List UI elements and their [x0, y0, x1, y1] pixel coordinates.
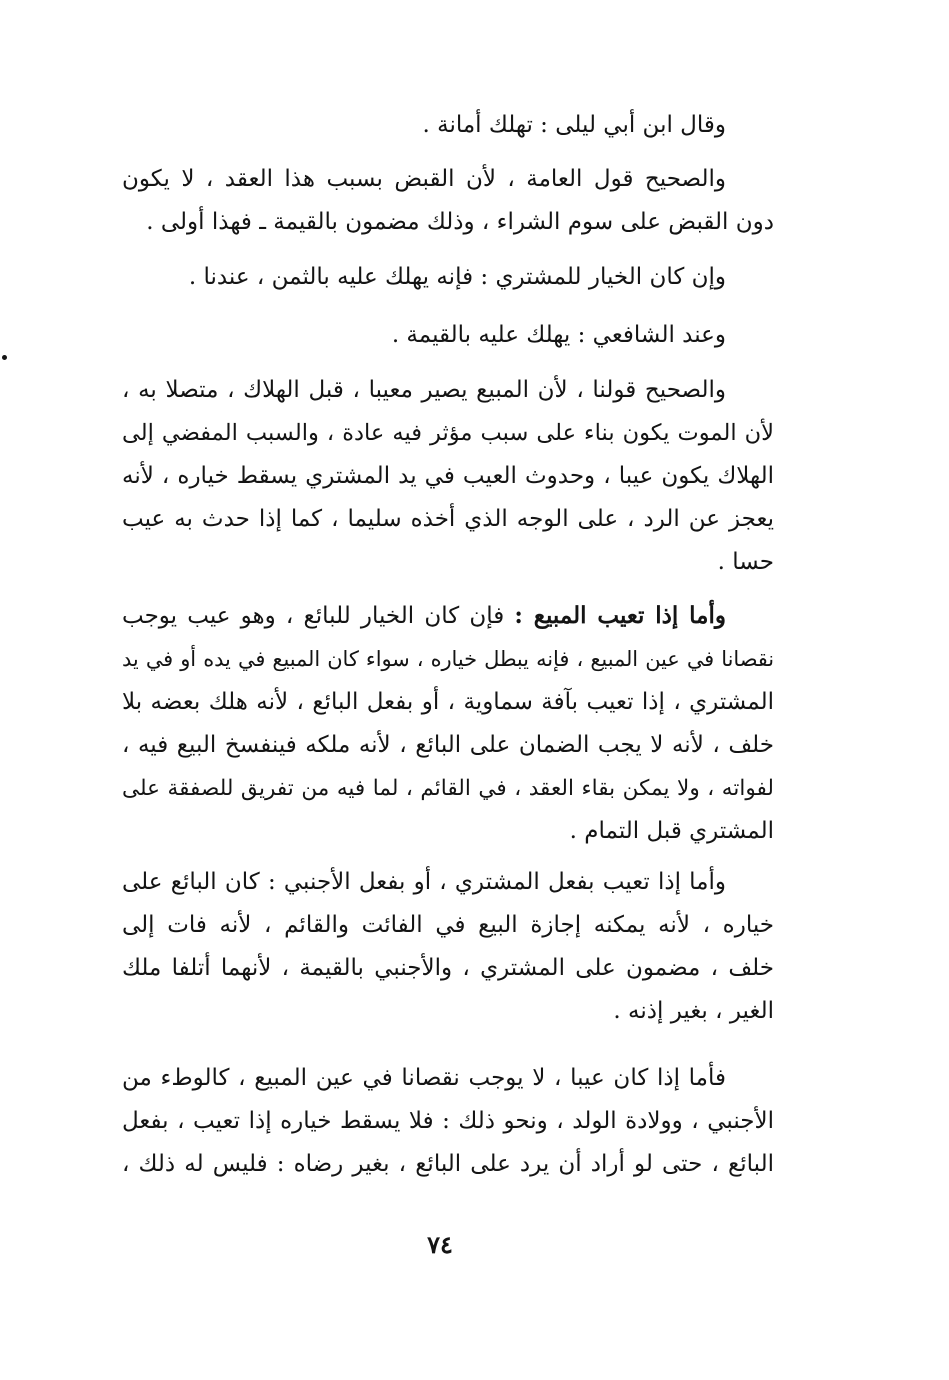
text-line: لفواته ، ولا يمكن بقاء العقد ، في القائم ، لما فيه من تفريق للصفقة على	[122, 776, 774, 801]
text-line: لأن الموت يكون بناء على سبب مؤثر فيه عادة ، والسبب المفضي إلى	[122, 420, 774, 446]
paragraph	[122, 314, 774, 357]
page-number: ٧٤	[427, 1230, 453, 1259]
text-line: الهلاك يكون عيبا ، وحدوث العيب في يد المشتري يسقط خياره ، لأنه	[122, 463, 774, 489]
text-line: دون القبض على سوم الشراء ، وذلك مضمون بالقيمة ـ فهذا أولى .	[146, 209, 774, 235]
paragraph	[122, 861, 774, 1033]
text-line: الغير ، بغير إذنه .	[613, 998, 774, 1024]
paragraph	[122, 256, 774, 299]
paragraph	[122, 104, 774, 147]
paragraph	[122, 1057, 774, 1186]
text-line: وأما إذا تعيب بفعل المشتري ، أو بفعل الأجنبي : كان البائع على	[122, 869, 726, 895]
text-line: وعند الشافعي : يهلك عليه بالقيمة .	[391, 322, 726, 348]
text-run: فإن كان الخيار للبائع ، وهو عيب يوجب	[122, 603, 515, 629]
text-line: وإن كان الخيار للمشتري : فإنه يهلك عليه بالثمن ، عندنا .	[188, 264, 726, 290]
text-line: المشتري ، إذا تعيب بآفة سماوية ، أو بفعل البائع ، لأنه هلك بعضه بلا	[122, 689, 774, 715]
text-line: خلف ، مضمون على المشتري ، والأجنبي بالقيمة ، لأنهما أتلفا ملك	[122, 955, 774, 981]
text-line: فأما إذا كان عيبا ، لا يوجب نقصانا في عين المبيع ، كالوطء من	[122, 1065, 726, 1091]
text-line: يعجز عن الرد ، على الوجه الذي أخذه سليما ، كما إذا حدث به عيب	[122, 506, 774, 532]
text-line: البائع ، حتى لو أراد أن يرد على البائع ، بغير رضاه : فليس له ذلك ،	[122, 1151, 774, 1177]
text-line: نقصانا في عين المبيع ، فإنه يبطل خياره ، سواء كان المبيع في يده أو في يد	[122, 647, 774, 671]
text-line: والصحيح قول العامة ، لأن القبض بسبب هذا العقد ، لا يكون	[122, 166, 726, 192]
text-line: الأجنبي ، وولادة الولد ، ونحو ذلك : فلا يسقط خياره إذا تعيب ، بفعل	[122, 1108, 774, 1134]
text-line: خياره ، لأنه يمكنه إجازة البيع في الفائت والقائم ، لأنه فات إلى	[122, 912, 774, 938]
text-line: المشتري قبل التمام .	[569, 818, 774, 844]
paragraph	[122, 158, 774, 244]
margin-mark	[2, 355, 7, 360]
text-line: والصحيح قولنا ، لأن المبيع يصير معيبا ، قبل الهلاك ، متصلا به ،	[122, 377, 726, 403]
text-line: خلف ، لأنه لا يجب الضمان على البائع ، لأنه ملكه فينفسخ البيع فيه ،	[122, 732, 774, 758]
text-line: حسا .	[717, 549, 774, 575]
text-line: وقال ابن أبي ليلى : تهلك أمانة .	[422, 112, 726, 138]
text-line	[122, 594, 774, 638]
paragraph	[122, 369, 774, 584]
section-lead: وأما إذا تعيب المبيع :	[514, 602, 726, 629]
paragraph	[122, 594, 774, 853]
